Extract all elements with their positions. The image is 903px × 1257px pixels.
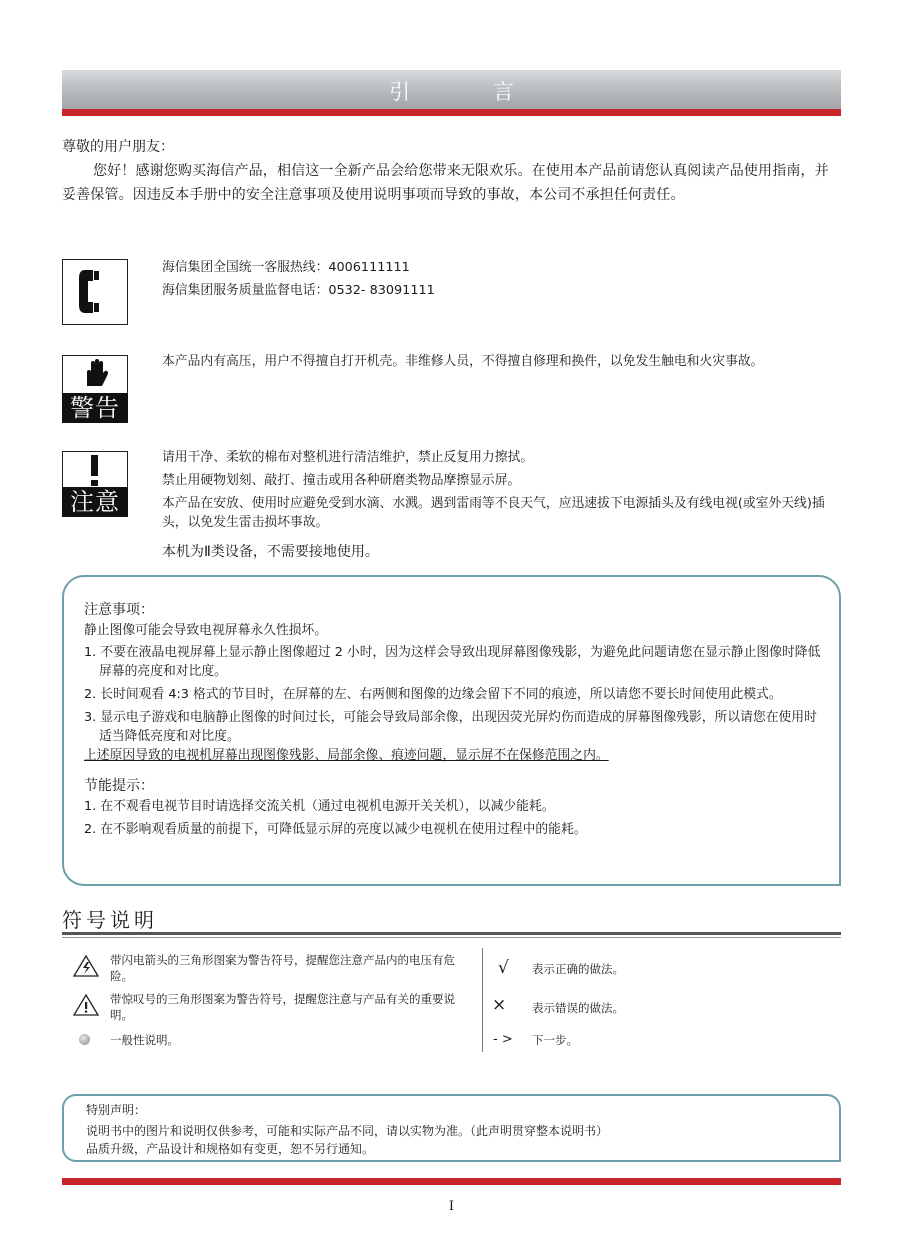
special-notice-panel (62, 1094, 841, 1162)
supervision-text: 海信集团服务质量监督电话：0532- 83091111 (162, 283, 435, 298)
caution-label: 注意 (62, 487, 128, 517)
notes-item: 2. 长时间观看 4:3 格式的节目时，在屏幕的左、右两侧和图像的边缘会留下不同的痕迹，所以请您不要长时间使用此模式。 (84, 687, 782, 702)
header-red-stripe (62, 109, 841, 116)
symbol-desc: 带惊叹号的三角形图案为警告符号，提醒您注意与产品有关的重要说明。 (110, 992, 455, 1022)
symbols-rule (62, 932, 841, 935)
notes-subtitle: 静止图像可能会导致电视屏幕永久性损坏。 (84, 623, 328, 638)
notes-title: 注意事项： (84, 602, 154, 618)
notice-line: 品质升级，产品设计和规格如有变更，恕不另行通知。 (86, 1142, 375, 1156)
warning-text: 本产品内有高压，用户不得擅自打开机壳。非维修人员，不得擅自修理和换件，以免发生触电和火灾事故。 (162, 354, 764, 369)
exclamation-triangle-icon (72, 993, 100, 1021)
lightning-triangle-icon (72, 954, 100, 982)
warranty-note: 上述原因导致的电视机屏幕出现图像残影、局部余像、痕迹问题，显示屏不在保修范围之内。 (84, 748, 609, 763)
page-number: I (448, 1199, 455, 1214)
page-title: 引 言 (389, 80, 552, 104)
bullet-icon (79, 1034, 90, 1045)
notice-title: 特别声明： (86, 1103, 147, 1117)
check-icon: √ (498, 958, 509, 978)
energy-item: 1. 在不观看电视节目时请选择交流关机（通过电视机电源开关关机），以减少能耗。 (84, 799, 555, 814)
hand-stop-icon (62, 355, 128, 393)
cross-icon: × (492, 995, 507, 1015)
symbol-desc: 带闪电箭头的三角形图案为警告符号，提醒您注意产品内的电压有危险。 (110, 953, 455, 983)
class-note: 本机为Ⅱ类设备，不需要接地使用。 (162, 544, 379, 560)
notes-panel (62, 575, 841, 886)
symbol-desc: 表示错误的做法。 (532, 1001, 624, 1015)
exclamation-icon (62, 451, 128, 489)
notes-item: 1. 不要在液晶电视屏幕上显示静止图像超过 2 小时，因为这样会导致出现屏幕图像残影，为避免此问题请您在显示静止图像时降低屏幕的亮度和对比度。 (84, 645, 821, 679)
symbols-divider (482, 948, 483, 1052)
caution-line: 请用干净、柔软的棉布对整机进行清洁维护，禁止反复用力擦拭。 (162, 450, 534, 465)
caution-sign (62, 451, 128, 517)
symbol-desc: 一般性说明。 (110, 1033, 179, 1047)
caution-line: 本产品在安放、使用时应避免受到水滴、水溅。遇到雷雨等不良天气，应迅速拔下电源插头及有线电视(或室外天线)插头，以免发生雷击损坏事故。 (162, 496, 825, 530)
footer-red-stripe (62, 1178, 841, 1185)
warning-sign (62, 355, 128, 423)
header-banner (62, 70, 841, 116)
symbols-rule-thin (62, 937, 841, 938)
notes-item: 3. 显示电子游戏和电脑静止图像的时间过长，可能会导致局部余像，出现因荧光屏灼伤而造成的屏幕图像残影，所以请您在使用时适当降低亮度和对比度。 (84, 710, 817, 744)
intro-paragraph: 您好！感谢您购买海信产品，相信这一全新产品会给您带来无限欢乐。在使用本产品前请您认真阅读产品使用指南，并妥善保管。因违反本手册中的安全注意事项及使用说明事项而导致的事故，本公司不承担任何责任。 (62, 163, 829, 203)
energy-item: 2. 在不影响观看质量的前提下，可降低显示屏的亮度以减少电视机在使用过程中的能耗。 (84, 822, 587, 837)
warning-label: 警告 (62, 393, 128, 423)
caution-line: 禁止用硬物划刻、敲打、撞击或用各种研磨类物品摩擦显示屏。 (162, 473, 521, 488)
symbol-desc: 表示正确的做法。 (532, 962, 624, 976)
phone-icon (62, 259, 128, 325)
symbol-desc: 下一步。 (532, 1033, 578, 1047)
salutation: 尊敬的用户朋友： (62, 139, 174, 155)
energy-title: 节能提示： (84, 778, 154, 794)
notice-line: 说明书中的图片和说明仅供参考，可能和实际产品不同，请以实物为准。（此声明贯穿整本说明书） (86, 1124, 609, 1138)
hotline-text: 海信集团全国统一客服热线：4006111111 (162, 260, 410, 275)
arrow-icon: - > (493, 1032, 513, 1047)
symbols-title: 符号说明 (62, 908, 158, 932)
